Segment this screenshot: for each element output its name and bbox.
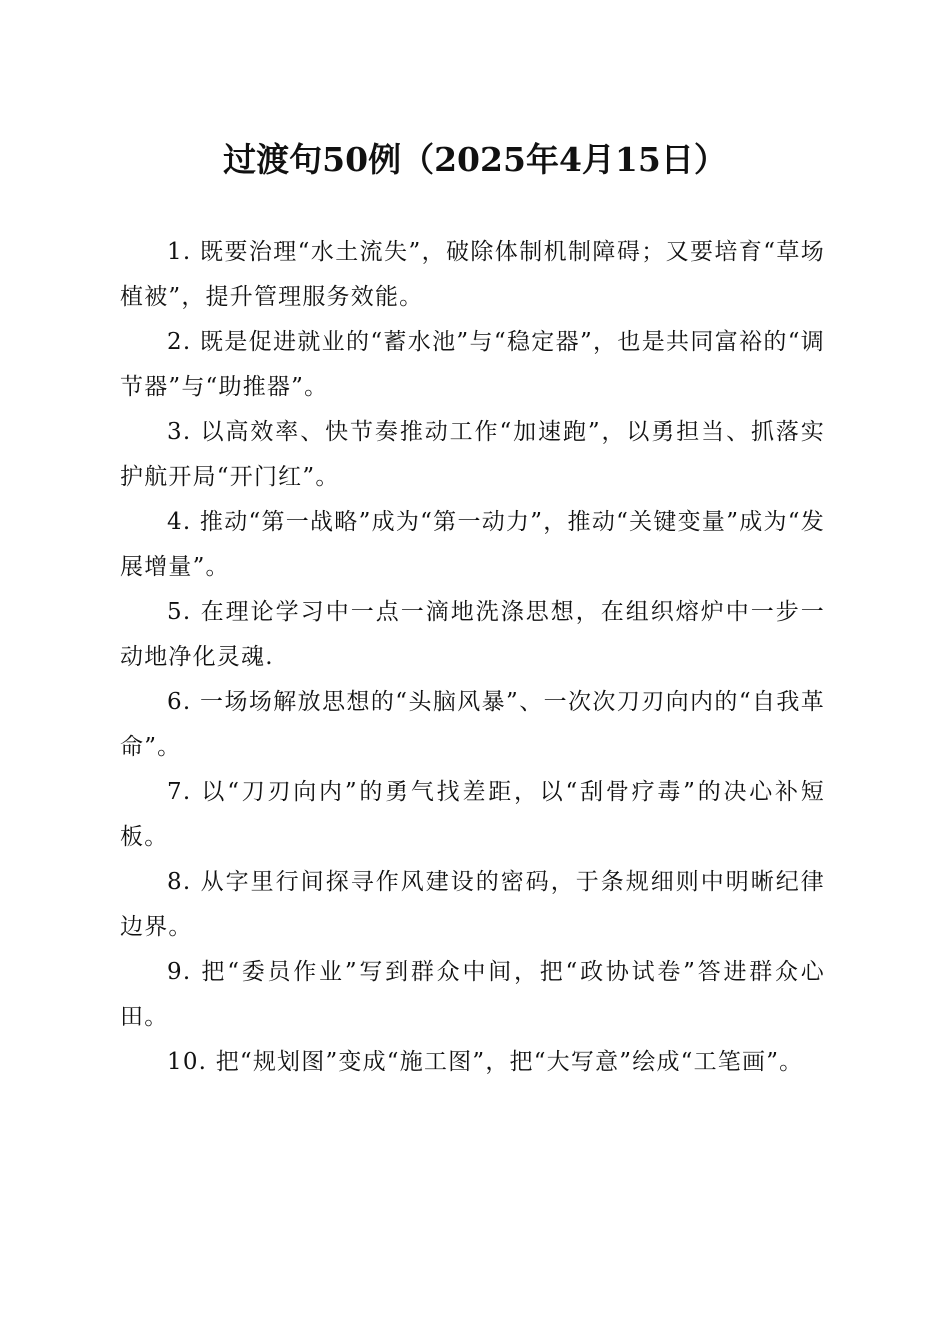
paragraph-item-3: 3. 以高效率、快节奏推动工作“加速跑”，以勇担当、抓落实护航开局“开门红”。 <box>120 419 825 490</box>
paragraph-item-1: 1. 既要治理“水土流失”，破除体制机制障碍；又要培育“草场植被”，提升管理服务效能。 <box>120 239 825 310</box>
paragraph-item-9: 9. 把“委员作业”写到群众中间，把“政协试卷”答进群众心田。 <box>120 959 825 1030</box>
paragraph-item-6: 6. 一场场解放思想的“头脑风暴”、一次次刀刃向内的“自我革命”。 <box>120 689 825 760</box>
paragraph-item-8: 8. 从字里行间探寻作风建设的密码，于条规细则中明晰纪律边界。 <box>120 869 825 940</box>
paragraph-item-4: 4. 推动“第一战略”成为“第一动力”，推动“关键变量”成为“发展增量”。 <box>120 509 825 580</box>
paragraph-item-10: 10. 把“规划图”变成“施工图”，把“大写意”绘成“工笔画”。 <box>167 1049 804 1075</box>
paragraph-item-2: 2. 既是促进就业的“蓄水池”与“稳定器”，也是共同富裕的“调节器”与“助推器”。 <box>120 329 825 400</box>
document-body <box>120 230 825 1085</box>
paragraph-item-7: 7. 以“刀刃向内”的勇气找差距，以“刮骨疗毒”的决心补短板。 <box>120 779 825 850</box>
paragraph-item-5: 5. 在理论学习中一点一滴地洗涤思想，在组织熔炉中一步一动地净化灵魂. <box>120 599 825 670</box>
document-title: 过渡句50例（2025年4月15日） <box>223 140 727 179</box>
